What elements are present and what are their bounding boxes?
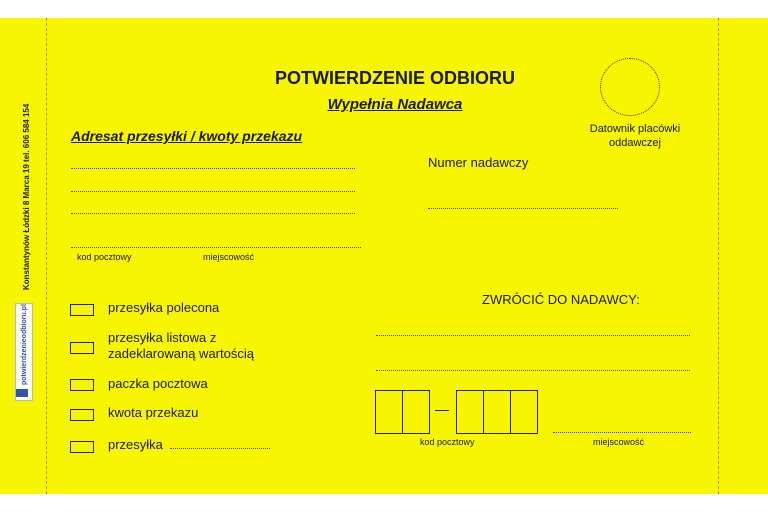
addressee-line-1[interactable]	[71, 168, 355, 169]
return-city-field[interactable]	[553, 432, 691, 433]
addressee-heading: Adresat przesyłki / kwoty przekazu	[71, 128, 303, 144]
addressee-line-4[interactable]	[71, 247, 361, 248]
return-postal-code-label: kod pocztowy	[420, 437, 475, 447]
option-checkbox-shipment[interactable]	[70, 441, 94, 453]
perforation-right	[718, 18, 719, 494]
return-heading: ZWRÓCIĆ DO NADAWCY:	[482, 292, 640, 307]
perforation-left	[46, 18, 47, 494]
sender-number-field[interactable]	[428, 208, 618, 209]
option-label-shipment: przesyłka	[108, 437, 163, 452]
addressee-city-label: miejscowość	[203, 252, 255, 262]
postal-digit-box[interactable]	[402, 390, 430, 434]
sender-address-text: Konstantynów Łódzki 8 Marca 19 tel. 606 584 154	[22, 103, 31, 290]
option-label-money-order: kwota przekazu	[108, 405, 199, 420]
postal-digit-box[interactable]	[375, 390, 403, 434]
sender-side-strip	[10, 100, 34, 300]
option-checkbox-money-order[interactable]	[70, 409, 94, 421]
return-line-2[interactable]	[376, 370, 690, 371]
page-subtitle: Wypełnia Nadawca	[327, 96, 463, 113]
option-label-declared-value: przesyłka listowa z zadeklarowaną wartością	[108, 330, 254, 361]
option-checkbox-parcel[interactable]	[70, 379, 94, 391]
logo-text: potwierdzenieodbioru.pl	[21, 304, 28, 385]
addressee-line-3[interactable]	[71, 213, 355, 214]
option-checkbox-registered[interactable]	[70, 304, 94, 316]
page-title: POTWIERDZENIE ODBIORU	[274, 68, 515, 88]
date-stamp-circle	[600, 58, 660, 116]
shipment-other-field[interactable]	[170, 448, 270, 449]
option-checkbox-declared-value[interactable]	[70, 342, 94, 354]
postal-digit-box[interactable]	[456, 390, 484, 434]
option-label-registered: przesyłka polecona	[108, 300, 220, 315]
date-stamp-label: Datownik placówki oddawczej	[589, 123, 681, 149]
option-label-parcel: paczka pocztowa	[108, 376, 208, 391]
sender-number-label: Numer nadawczy	[428, 155, 529, 170]
postal-code-dash	[435, 410, 449, 411]
return-city-label: miejscowość	[593, 437, 645, 447]
logo	[13, 303, 35, 403]
return-line-1[interactable]	[376, 335, 690, 336]
addressee-line-2[interactable]	[71, 191, 355, 192]
postal-digit-box[interactable]	[510, 390, 538, 434]
addressee-postal-code-label: kod pocztowy	[77, 252, 132, 262]
logo-mark-icon	[16, 389, 28, 397]
postal-digit-box[interactable]	[483, 390, 511, 434]
